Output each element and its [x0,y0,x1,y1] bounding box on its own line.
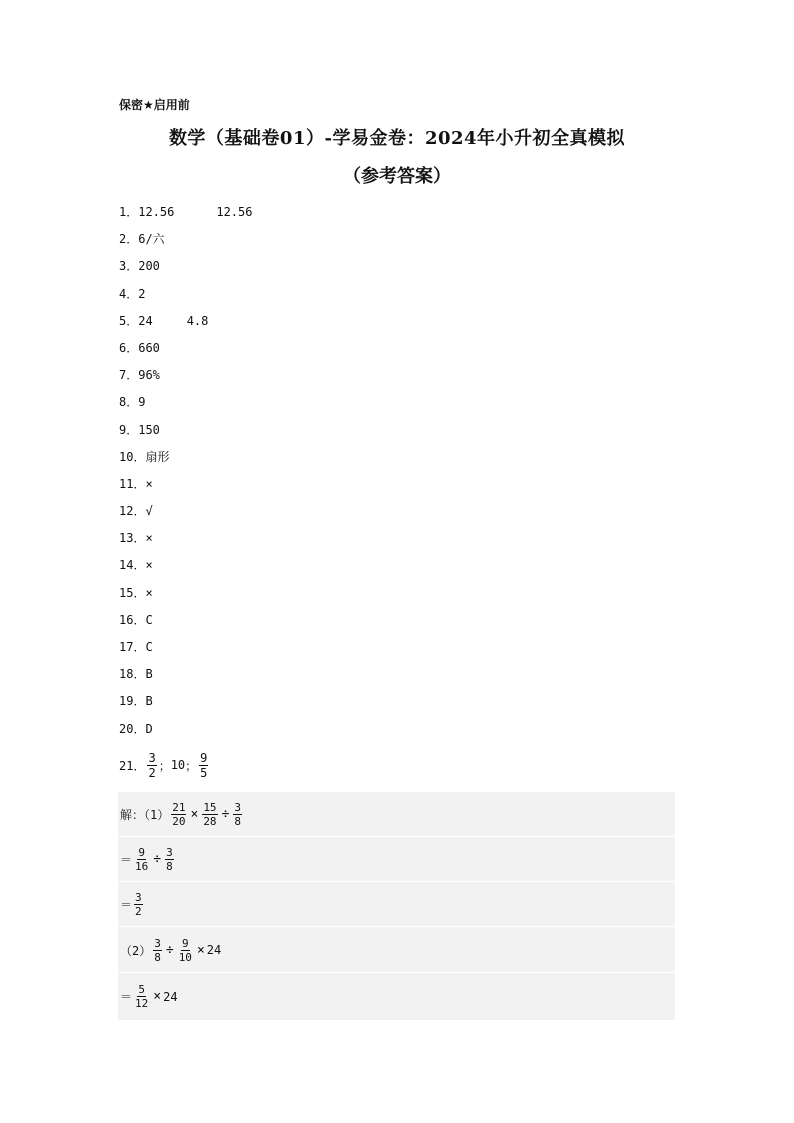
answer-text: √ [145,504,153,519]
answer-number: 5． [119,313,139,328]
answer-text: B [145,667,153,682]
answer-text: 12.56 [138,205,175,219]
solution-step [118,928,675,973]
separator: ； [185,758,198,773]
answer-item [119,720,679,747]
step-prefix: ＝ [120,852,133,867]
answer-text: 660 [138,340,160,355]
answer-item [119,556,679,583]
answer-text: 10 [170,758,186,772]
answer-item [119,692,679,719]
separator: ； [158,758,171,773]
solution-step [118,882,675,927]
answer-item [119,502,679,529]
answer-number: 17． [119,640,146,654]
document-subtitle: （参考答案） [343,166,451,187]
fraction [165,847,174,872]
numerator: 3 [148,750,156,765]
denominator: 12 [135,997,149,1010]
answer-text: C [145,640,153,654]
answer-item [119,312,679,339]
answer-item [119,230,679,257]
operator: ÷ [165,942,174,958]
confidential-label: 保密★启用前 [119,98,190,112]
answer-number: 16． [119,612,146,627]
answer-text: × [145,531,153,546]
solution-box [118,792,675,1020]
answer-item-21 [119,748,210,782]
operand: 24 [206,943,222,957]
answer-number: 8． [119,395,139,410]
answer-number: 11． [119,476,146,491]
answer-number: 9． [119,422,139,437]
answer-number: 7． [119,368,139,383]
denominator: 2 [148,765,156,780]
answer-number: 13． [119,531,146,546]
fraction [178,938,193,963]
step-prefix: ＝ [120,897,133,912]
answer-number: 1． [119,205,139,219]
denominator: 2 [135,904,142,918]
answer-item [119,448,679,475]
answer-item [119,393,679,420]
denominator: 5 [200,765,208,780]
answer-text: 2 [138,286,146,301]
operator: ÷ [221,806,230,822]
fraction [202,802,217,827]
fraction [134,847,149,872]
answer-text: 扇形 [145,449,170,464]
answer-text-2: 4.8 [186,313,209,328]
solution-step [118,974,675,1019]
denominator: 16 [135,859,149,873]
fraction [171,802,186,827]
fraction [153,938,162,963]
numerator: 3 [166,845,173,859]
denominator: 10 [178,950,192,964]
document-title: 数学（基础卷01）-学易金卷：2024年小升初全真模拟 [168,128,626,149]
fraction [147,752,156,779]
answer-text: 150 [138,422,160,437]
operand: 24 [163,989,178,1004]
answer-text: × [145,476,153,491]
answer-item [119,366,679,393]
step-prefix: 解：（1） [120,807,170,822]
answer-number: 15． [119,585,146,600]
answer-list [119,203,679,747]
answer-item [119,421,679,448]
answer-text-2: 12.56 [216,205,253,219]
denominator: 8 [234,814,242,828]
answer-number: 21． [119,758,146,773]
numerator: 15 [203,800,217,814]
numerator: 3 [154,936,161,950]
answer-item [119,529,679,556]
numerator: 3 [234,800,242,814]
answer-text: B [145,694,153,709]
numerator: 21 [172,800,186,814]
answer-text: 6/六 [138,232,165,247]
answer-item [119,257,679,284]
answer-item [119,665,679,692]
answer-text: × [145,585,153,600]
answer-text: D [145,721,153,736]
fraction [134,984,149,1009]
answer-number: 2． [119,232,139,247]
operator: × [153,989,162,1004]
answer-number: 6． [119,340,139,355]
denominator: 28 [203,814,217,828]
operator: × [196,942,205,958]
answer-item [119,203,679,230]
step-prefix: ＝ [120,990,133,1004]
answer-number: 18． [119,667,146,682]
numerator: 9 [138,845,145,859]
answer-item [119,285,679,312]
fraction [134,892,143,917]
operator: ÷ [153,851,162,867]
solution-step [118,837,675,882]
fraction [233,802,242,827]
operator: × [190,806,199,822]
answer-item [119,611,679,638]
answer-number: 12． [119,504,146,519]
answer-item [119,339,679,366]
denominator: 8 [154,950,161,964]
solution-step [118,792,675,837]
answer-text: 24 [138,313,153,328]
denominator: 8 [166,859,173,873]
step-prefix: （2） [120,943,152,958]
numerator: 5 [138,983,145,996]
answer-text: 9 [138,395,146,410]
numerator: 9 [182,936,189,950]
numerator: 3 [135,890,142,904]
answer-number: 14． [119,558,146,573]
answer-item [119,584,679,611]
fraction [199,752,208,779]
answer-number: 10． [119,449,146,464]
answer-number: 19． [119,694,146,709]
denominator: 20 [172,814,186,828]
answer-text: 96% [138,368,160,383]
answer-item [119,475,679,502]
answer-number: 20． [119,721,146,736]
answer-item [119,638,679,665]
numerator: 9 [200,750,208,765]
answer-text: × [145,558,153,573]
answer-text: 200 [138,259,160,274]
answer-text: C [145,612,153,627]
answer-number: 3． [119,259,139,274]
answer-number: 4． [119,286,139,301]
